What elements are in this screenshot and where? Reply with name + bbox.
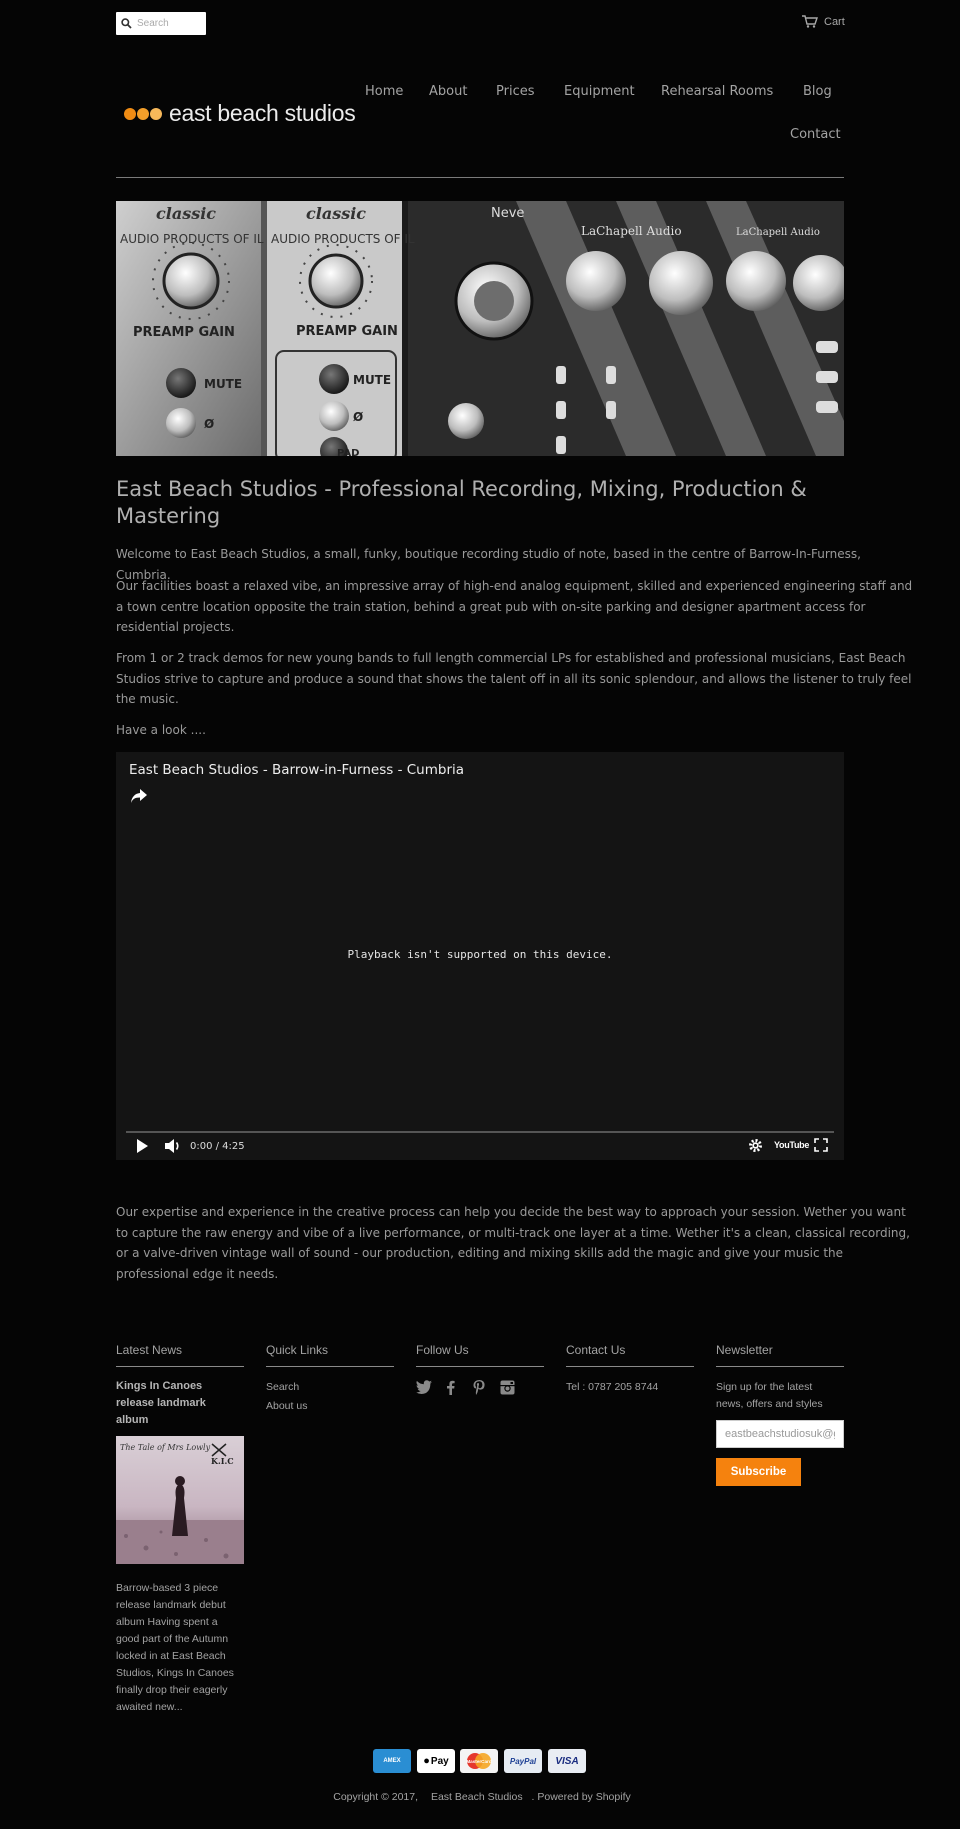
logo-dot-1 (124, 108, 136, 120)
newsletter-text: Sign up for the latest news, offers and styles (716, 1381, 823, 1410)
search-icon[interactable] (121, 18, 132, 29)
amex-label: AMEX (383, 1758, 401, 1764)
hero-label-neve: Neve (491, 206, 525, 221)
newsletter-rule (716, 1366, 844, 1367)
social-icons (416, 1380, 526, 1398)
facebook-icon[interactable] (446, 1380, 455, 1395)
play-icon[interactable] (135, 1138, 149, 1154)
quick-link-about-us[interactable]: About us (266, 1400, 308, 1412)
hero-label-preamp-1: PREAMP GAIN (133, 325, 235, 340)
quick-link-search[interactable]: Search (266, 1381, 300, 1393)
hero-label-products-1: AUDIO PRODUCTS OF IL (120, 232, 264, 246)
contact-telephone: Tel : 0787 205 8744 (566, 1381, 659, 1393)
volume-icon[interactable] (164, 1138, 182, 1154)
youtube-logo-text: YouTube (774, 1140, 810, 1150)
youtube-logo[interactable] (774, 1140, 809, 1150)
latest-news-rule (116, 1366, 244, 1367)
cart-link[interactable] (802, 15, 845, 28)
nav-prices[interactable]: Prices (496, 84, 535, 99)
facilities-paragraph: Our facilities boast a relaxed vibe, an impressive array of high-end analog equipment, skilled and experienced engineering staff and a town centre location opposite the train station, behind a great pub with on-site parking and designer apartment access for residential projects. (116, 579, 913, 634)
amex-icon (373, 1749, 411, 1773)
video-progress-bar[interactable] (126, 1131, 834, 1133)
store-name-link[interactable]: East Beach Studios (430, 1791, 523, 1803)
visa-label: VISA (555, 1755, 579, 1767)
cart-icon (802, 15, 818, 28)
hero-label-classic-2: classic (306, 204, 367, 223)
hero-label-preamp-2: PREAMP GAIN (296, 324, 398, 339)
search-input[interactable] (137, 18, 201, 29)
apple-pay-icon: ● Pay (417, 1749, 455, 1773)
hero-label-phase-1: Ø (204, 417, 215, 431)
copyright-text: Copyright © 2017, (333, 1791, 419, 1803)
nav-blog[interactable]: Blog (803, 84, 832, 99)
hero-image (116, 201, 844, 456)
mastercard-icon (460, 1749, 498, 1773)
latest-news-title: Latest News (116, 1343, 183, 1357)
logo-text: east beach studios (169, 100, 356, 126)
nav-contact[interactable]: Contact (790, 127, 841, 142)
nav-home[interactable]: Home (365, 84, 404, 99)
copyright (0, 1791, 960, 1803)
instagram-icon[interactable] (500, 1380, 515, 1395)
hero-label-pad: PAD (337, 448, 360, 456)
playback-message: Playback isn't supported on this device. (347, 948, 613, 961)
cart-label: Cart (824, 15, 845, 28)
news-article-image[interactable] (116, 1436, 244, 1564)
fullscreen-icon[interactable] (814, 1138, 828, 1152)
contact-us-rule (566, 1366, 694, 1367)
contact-us-title: Contact Us (566, 1343, 626, 1357)
have-a-look-text: Have a look .... (116, 723, 206, 737)
pinterest-icon[interactable] (473, 1380, 485, 1395)
follow-us-title: Follow Us (416, 1343, 469, 1357)
twitter-icon[interactable] (416, 1380, 432, 1394)
apple-pay-label: Pay (430, 1755, 449, 1767)
newsletter-email-input[interactable] (716, 1420, 844, 1448)
hero-label-classic-1: classic (156, 204, 217, 223)
news-article-excerpt: Barrow-based 3 piece release landmark debut album Having spent a good part of the Autumn locked in at East Beach Studios, Kings In Canoes finally drop their eagerly awaited new... (116, 1582, 234, 1713)
hero-label-products-2: AUDIO PRODUCTS OF IL (271, 232, 415, 246)
quick-links-rule (266, 1366, 394, 1367)
header-divider (116, 177, 844, 178)
logo[interactable] (124, 100, 355, 127)
nav-rehearsal-rooms[interactable]: Rehearsal Rooms (661, 84, 774, 99)
settings-icon[interactable] (748, 1138, 763, 1153)
intro-paragraph: Welcome to East Beach Studios, a small, funky, boutique recording studio of note, based in the centre of Barrow-In-Furness, Cumbria. (116, 547, 861, 582)
video-player[interactable] (116, 752, 844, 1160)
news-article-title[interactable]: Kings In Canoes release landmark album (116, 1380, 206, 1426)
powered-by-shopify[interactable]: . Powered by Shopify (531, 1791, 631, 1803)
hero-label-mute-1: MUTE (204, 377, 243, 391)
newsletter-title: Newsletter (716, 1343, 773, 1357)
mastercard-label: MasterCard (466, 1759, 492, 1764)
hero-label-lachapell-1: LaChapell Audio (581, 224, 682, 238)
paypal-icon (504, 1749, 542, 1773)
news-image-badge: K.I.C (211, 1456, 234, 1466)
share-icon[interactable] (130, 788, 148, 804)
logo-dot-3 (150, 108, 162, 120)
quick-links-title: Quick Links (266, 1343, 329, 1357)
subscribe-button[interactable]: Subscribe (716, 1458, 801, 1486)
expertise-paragraph: Our expertise and experience in the creative process can help you decide the best way to approach your session. Wether you want to capture the raw energy and vibe of a live performance, or multi-track one layer at a time. Wether it's a clean, classical recording, or a valve-driven vintage wall of sound - our production, editing and mixing skills add the magic and give your music the professional edge it needs. (116, 1205, 910, 1281)
page-title: East Beach Studios - Professional Recording, Mixing, Production & Mastering (116, 477, 807, 528)
hero-label-lachapell-2: LaChapell Audio (736, 227, 820, 238)
services-paragraph: From 1 or 2 track demos for new young bands to full length commercial LPs for established and professional musicians, East Beach Studios strive to capture and produce a sound that shows the talent off in all its sonic splendour, and allows the listener to truly feel the music. (116, 651, 912, 706)
logo-dot-2 (137, 108, 149, 120)
search-box[interactable] (116, 12, 206, 35)
visa-icon (548, 1749, 586, 1773)
nav-about[interactable]: About (429, 84, 468, 99)
hero-label-mute-2: MUTE (353, 373, 392, 387)
video-title[interactable]: East Beach Studios - Barrow-in-Furness - Cumbria (129, 762, 465, 778)
paypal-label: PayPal (509, 1756, 537, 1766)
news-image-caption: The Tale of Mrs Lowly (120, 1443, 211, 1452)
nav-equipment[interactable]: Equipment (564, 84, 635, 99)
video-time: 0:00 / 4:25 (190, 1141, 245, 1152)
follow-us-rule (416, 1366, 544, 1367)
hero-label-phase-2: Ø (353, 410, 364, 424)
